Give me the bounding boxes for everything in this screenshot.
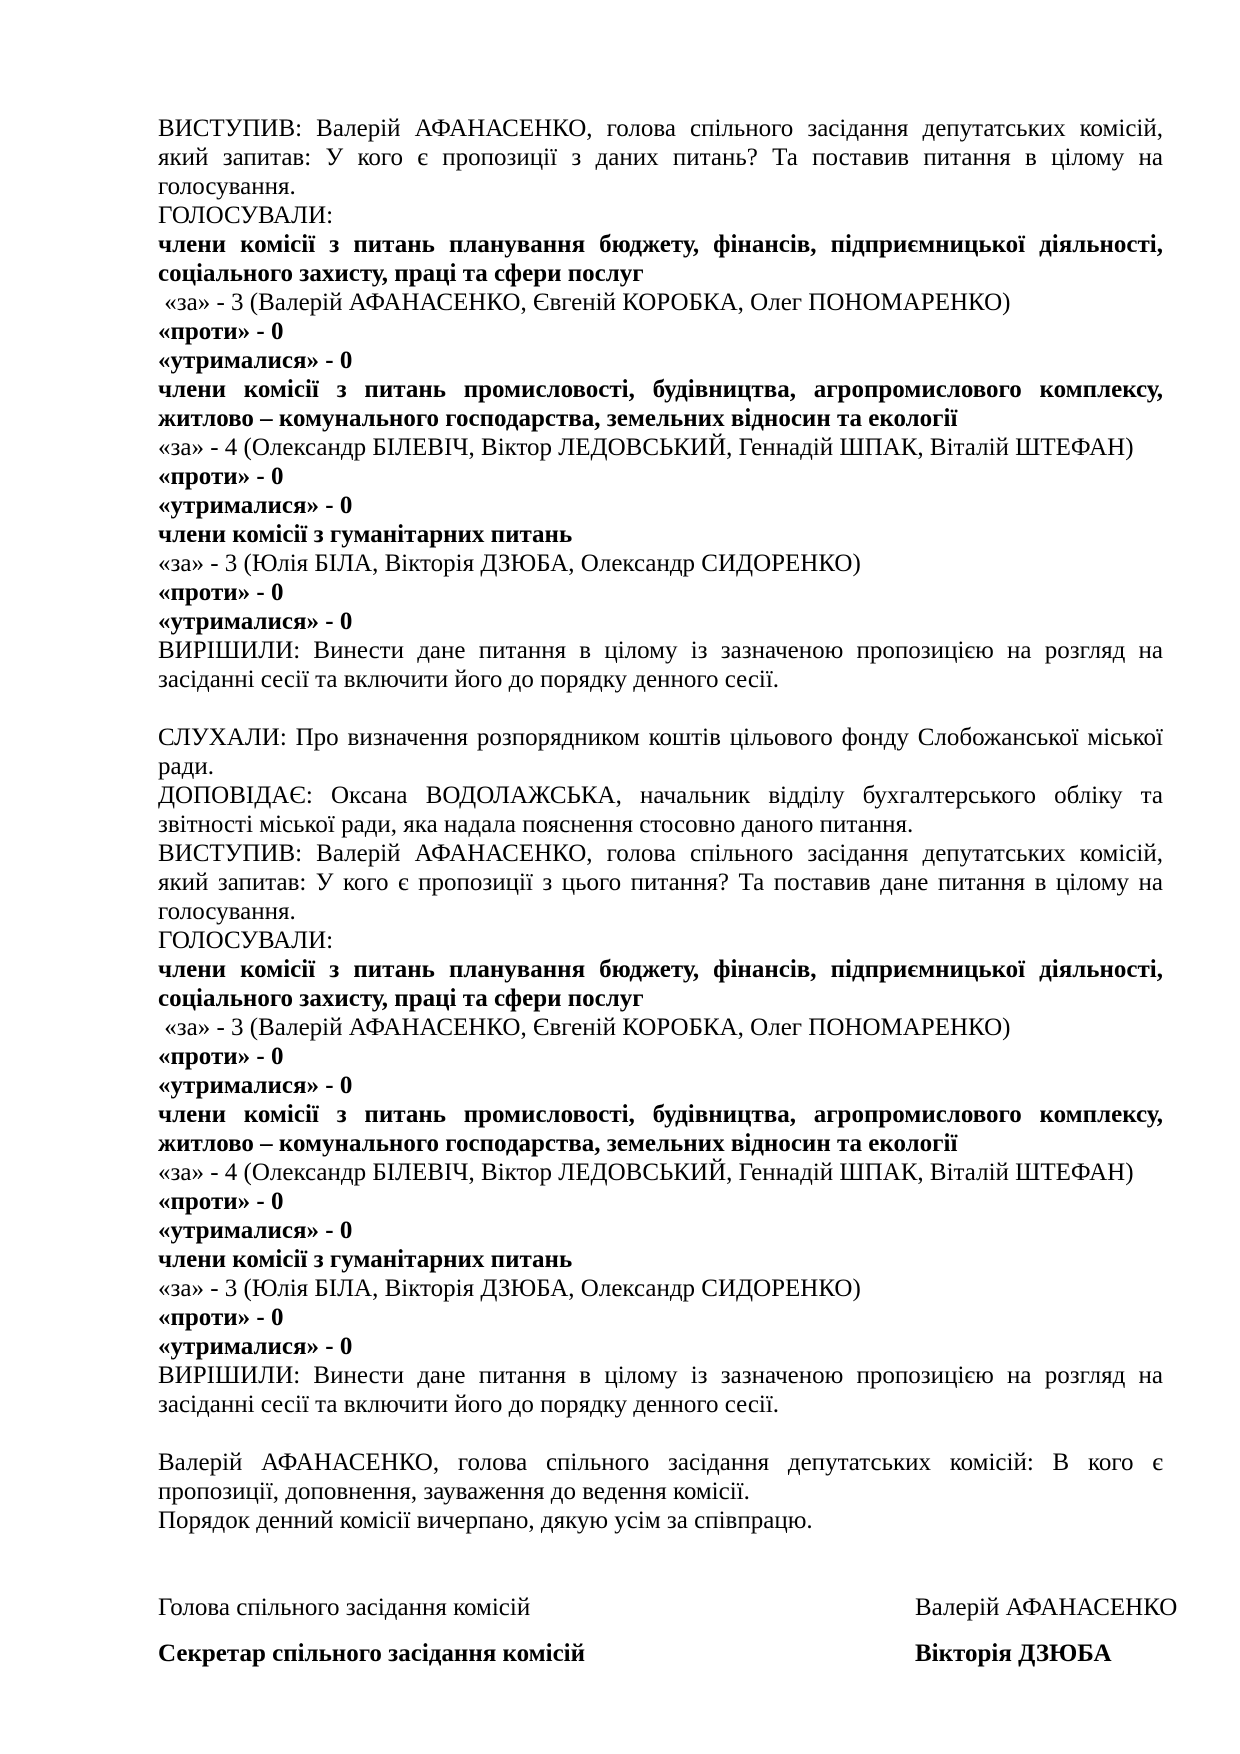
- paragraph: члени комісії з гуманітарних питань: [158, 1246, 573, 1273]
- paragraph: СЛУХАЛИ: Про визначення розпорядником коштів цільового фонду Слобожанської міської ради.: [158, 724, 1163, 780]
- paragraph: ВИРІШИЛИ: Винести дане питання в цілому із зазначеною пропозицією на розгляд на засіданні сесії та включити його до порядку денного сесії.: [158, 1362, 1163, 1418]
- paragraph: «утрималися» - 0: [158, 608, 353, 635]
- paragraph: «за» - 3 (Юлія БІЛА, Вікторія ДЗЮБА, Олександр СИДОРЕНКО): [158, 1275, 861, 1302]
- signature-row-secretary: [158, 1639, 1163, 1668]
- signature-row-chair: [158, 1593, 1178, 1622]
- protocol-text-body: [158, 114, 1163, 1535]
- paragraph: ВИРІШИЛИ: Винести дане питання в цілому із зазначеною пропозицією на розгляд на засіданні сесії та включити його до порядку денного сесії.: [158, 637, 1163, 693]
- paragraph: ГОЛОСУВАЛИ:: [158, 927, 334, 954]
- signature-role-chair: Голова спільного засідання комісій: [158, 1594, 531, 1621]
- paragraph: ВИСТУПИВ: Валерій АФАНАСЕНКО, голова спільного засідання депутатських комісій, який запитав: У кого є пропозиції з даних питань? Та поставив питання в цілому на голосування.: [158, 115, 1163, 200]
- signature-role-secretary: Секретар спільного засідання комісій: [158, 1640, 586, 1667]
- paragraph: «за» - 4 (Олександр БІЛЕВІЧ, Віктор ЛЕДОВСЬКИЙ, Геннадій ШПАК, Віталій ШТЕФАН): [158, 1159, 1134, 1186]
- paragraph: ВИСТУПИВ: Валерій АФАНАСЕНКО, голова спільного засідання депутатських комісій, який запитав: У кого є пропозиції з цього питання? Та поставив дане питання в цілому на голосування.: [158, 840, 1163, 925]
- paragraph: «проти» - 0: [158, 579, 284, 606]
- paragraph: «утрималися» - 0: [158, 1217, 353, 1244]
- paragraph: «проти» - 0: [158, 1188, 284, 1215]
- signature-block: [158, 1593, 1178, 1668]
- paragraph: Валерій АФАНАСЕНКО, голова спільного засідання депутатських комісій: В кого є пропозиції, доповнення, зауваження до ведення комісії.: [158, 1449, 1163, 1505]
- paragraph: «за» - 4 (Олександр БІЛЕВІЧ, Віктор ЛЕДОВСЬКИЙ, Геннадій ШПАК, Віталій ШТЕФАН): [158, 434, 1134, 461]
- paragraph: «проти» - 0: [158, 318, 284, 345]
- paragraph: «утрималися» - 0: [158, 492, 353, 519]
- paragraph: «утрималися» - 0: [158, 1072, 353, 1099]
- paragraph: «утрималися» - 0: [158, 347, 353, 374]
- paragraph: Порядок денний комісії вичерпано, дякую усім за співпрацю.: [158, 1507, 813, 1534]
- blank-line: [158, 1419, 1163, 1448]
- paragraph: ДОПОВІДАЄ: Оксана ВОДОЛАЖСЬКА, начальник відділу бухгалтерського обліку та звітності міської ради, яка надала пояснення стосовно даного питання.: [158, 782, 1163, 838]
- paragraph: «за» - 3 (Валерій АФАНАСЕНКО, Євгеній КОРОБКА, Олег ПОНОМАРЕНКО): [158, 289, 1011, 316]
- paragraph: «за» - 3 (Юлія БІЛА, Вікторія ДЗЮБА, Олександр СИДОРЕНКО): [158, 550, 861, 577]
- paragraph: ГОЛОСУВАЛИ:: [158, 202, 334, 229]
- paragraph: «проти» - 0: [158, 1043, 284, 1070]
- paragraph: «за» - 3 (Валерій АФАНАСЕНКО, Євгеній КОРОБКА, Олег ПОНОМАРЕНКО): [158, 1014, 1011, 1041]
- blank-line: [158, 694, 1163, 723]
- paragraph: члени комісії з питань планування бюджету, фінансів, підприємницької діяльності, соціального захисту, праці та сфери послуг: [158, 231, 1163, 287]
- paragraph: «проти» - 0: [158, 463, 284, 490]
- paragraph: члени комісії з питань промисловості, будівництва, агропромислового комплексу, житлово – комунального господарства, земельних відносин та екології: [158, 376, 1163, 432]
- paragraph: члени комісії з питань промисловості, будівництва, агропромислового комплексу, житлово – комунального господарства, земельних відносин та екології: [158, 1101, 1163, 1157]
- paragraph: «проти» - 0: [158, 1304, 284, 1331]
- signature-name-secretary: Вікторія ДЗЮБА: [915, 1640, 1112, 1667]
- paragraph: члени комісії з питань планування бюджету, фінансів, підприємницької діяльності, соціального захисту, праці та сфери послуг: [158, 956, 1163, 1012]
- signature-name-chair: Валерій АФАНАСЕНКО: [915, 1594, 1178, 1621]
- paragraph: «утрималися» - 0: [158, 1333, 353, 1360]
- paragraph: члени комісії з гуманітарних питань: [158, 521, 573, 548]
